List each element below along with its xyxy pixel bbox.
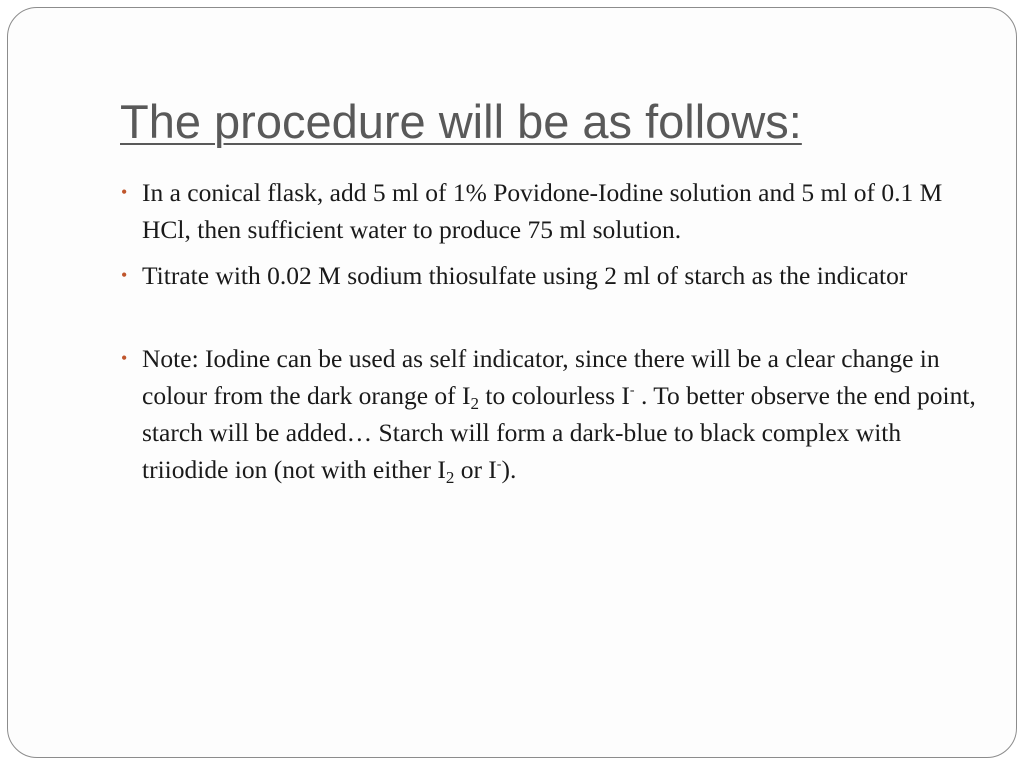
bullet-item-titrate	[120, 257, 990, 294]
note-text	[142, 344, 976, 487]
bullet-text: Titrate with 0.02 M sodium thiosulfate using 2 ml of starch as the indicator	[142, 261, 908, 290]
bullet-item-procedure	[120, 174, 990, 248]
slide-frame	[7, 7, 1017, 758]
note-text-part: or I	[454, 455, 497, 484]
bullet-text: In a conical flask, add 5 ml of 1% Povidone-Iodine solution and 5 ml of 0.1 M HCl, then sufficient water to produce 75 ml solution.	[142, 178, 943, 244]
bullet-list	[120, 174, 990, 497]
note-text-part: Note: Iodine can be used as self indicator, since there will be a clear change in colour from the dark orange of I	[142, 344, 940, 410]
bullet-item-note	[120, 340, 990, 488]
superscript-minus: -	[629, 383, 635, 398]
bullet-dot-icon: •	[121, 265, 128, 285]
subscript-2: 2	[470, 394, 480, 413]
bullet-dot-icon: •	[121, 182, 128, 202]
note-text-part: . To better observe the end point, starch will be added… Starch will form a dark-blue to black complex with triiodide ion (not with either I	[142, 381, 976, 484]
slide-title: The procedure will be as follows:	[120, 95, 802, 148]
superscript-minus: -	[496, 457, 502, 472]
note-text-part: ).	[501, 455, 517, 484]
bullet-dot-icon: •	[121, 348, 128, 368]
note-text-part: to colourless I	[479, 381, 630, 410]
subscript-2: 2	[445, 468, 455, 487]
